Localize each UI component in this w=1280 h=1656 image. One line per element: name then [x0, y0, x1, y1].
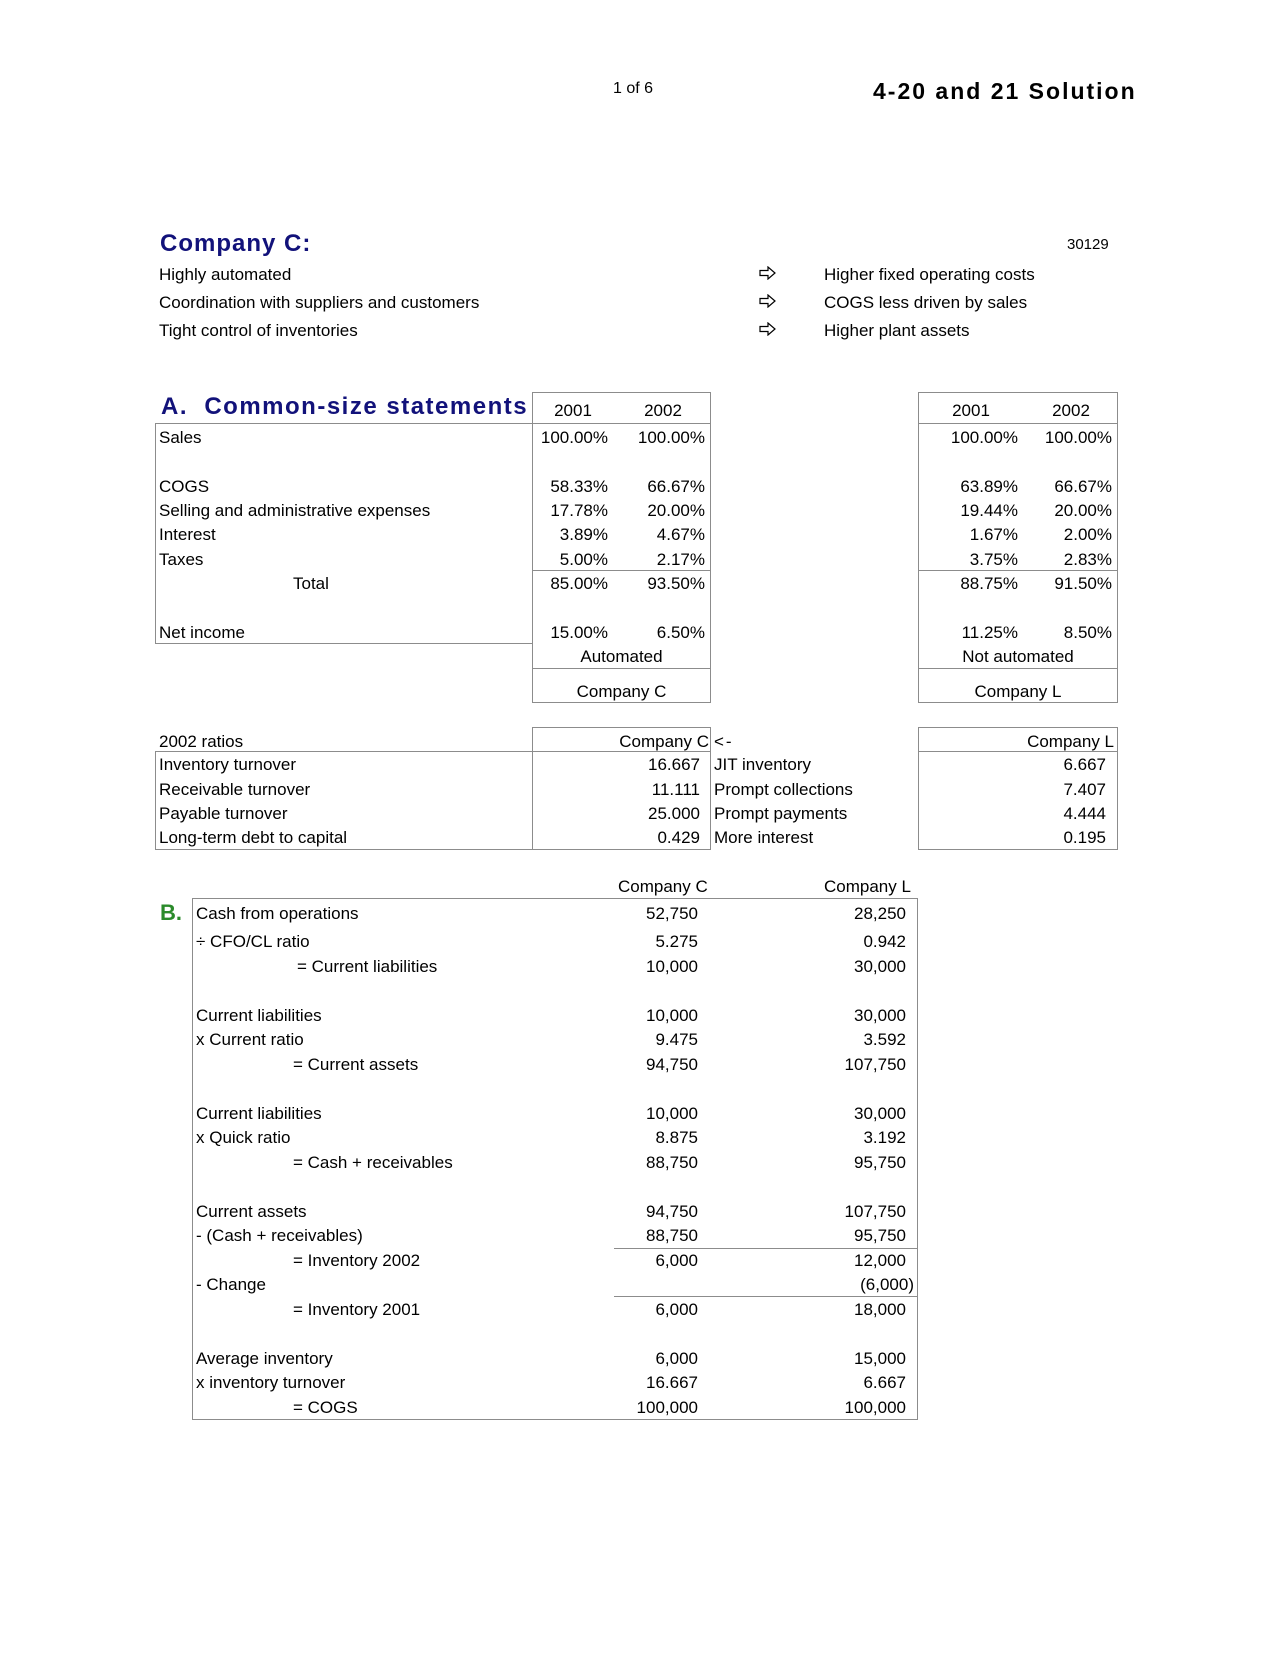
section-b-head-c: Company C	[618, 877, 708, 896]
ratio-c-value: 25.000	[648, 804, 700, 823]
value-cell: 6.50%	[656, 623, 705, 642]
document-title: 4-20 and 21 Solution	[873, 78, 1137, 104]
ratios-arrow-text: <-	[714, 732, 734, 751]
value-cell: 11.25%	[961, 623, 1018, 642]
value-cell: 17.78%	[550, 501, 608, 520]
divider	[532, 423, 711, 424]
page-number: 1 of 6	[613, 80, 654, 97]
company-c-note: Automated	[580, 647, 663, 666]
calc-label: - (Cash + receivables)	[196, 1226, 363, 1245]
section-b-title: B.	[160, 900, 182, 925]
section-b-head-l: Company L	[824, 877, 911, 896]
value-cell: 20.00%	[1054, 501, 1112, 520]
divider	[918, 668, 1118, 669]
year-header: 2001	[554, 401, 592, 420]
calc-l-value: 30,000	[854, 957, 906, 976]
calc-label: ÷ CFO/CL ratio	[196, 932, 310, 951]
calc-c-value: 94,750	[646, 1202, 698, 1221]
year-header: 2001	[952, 401, 990, 420]
calc-label: Current assets	[196, 1202, 307, 1221]
company-c-label: Company C	[576, 682, 667, 701]
row-label: Sales	[159, 428, 202, 447]
value-cell: 5.00%	[559, 550, 608, 569]
calc-l-value: 30,000	[854, 1006, 906, 1025]
calc-label: Average inventory	[196, 1349, 333, 1368]
calc-c-value: 10,000	[646, 957, 698, 976]
calc-c-value: 94,750	[646, 1055, 698, 1074]
value-cell: 2.17%	[656, 550, 705, 569]
calc-c-value: 88,750	[646, 1153, 698, 1172]
row-label: Total	[293, 574, 329, 593]
value-cell: 8.50%	[1063, 623, 1112, 642]
value-cell: 19.44%	[960, 501, 1018, 520]
company-title: Company C:	[160, 230, 312, 257]
value-cell: 2.00%	[1063, 525, 1112, 544]
ratio-label: Payable turnover	[159, 804, 288, 823]
ratio-c-value: 16.667	[648, 755, 700, 774]
calc-c-value: 100,000	[636, 1398, 698, 1417]
intro-line-left: Highly automated	[159, 265, 292, 284]
calc-label: x Current ratio	[196, 1030, 304, 1049]
calc-l-value: 3.192	[863, 1128, 906, 1147]
value-cell: 88.75%	[960, 574, 1018, 593]
calc-c-value: 16.667	[646, 1373, 698, 1392]
divider	[614, 1296, 918, 1297]
intro-line-right: Higher plant assets	[824, 321, 970, 340]
value-cell: 100.00%	[540, 428, 608, 447]
row-label: Net income	[159, 623, 245, 642]
calc-label: = Inventory 2001	[293, 1300, 421, 1319]
intro-line-left: Coordination with suppliers and customers	[159, 293, 480, 312]
calc-c-value: 52,750	[646, 904, 698, 923]
value-cell: 1.67%	[969, 525, 1018, 544]
calc-label: - Change	[196, 1275, 266, 1294]
calc-l-value: 107,750	[844, 1055, 906, 1074]
calc-l-value: 28,250	[854, 904, 906, 923]
ratio-label: Inventory turnover	[159, 755, 297, 774]
ratio-note: Prompt payments	[714, 804, 848, 823]
divider	[532, 570, 711, 571]
row-label: Taxes	[159, 550, 204, 569]
company-l-label: Company L	[974, 682, 1062, 701]
ratio-l-value: 6.667	[1063, 755, 1106, 774]
ratio-note: More interest	[714, 828, 814, 847]
value-cell: 15.00%	[550, 623, 608, 642]
calc-label: = Inventory 2002	[293, 1251, 421, 1270]
calc-l-value: 12,000	[854, 1251, 906, 1270]
ratio-label: Receivable turnover	[159, 780, 311, 799]
year-header: 2002	[644, 401, 682, 420]
divider	[918, 423, 1118, 424]
value-cell: 100.00%	[950, 428, 1018, 447]
calc-l-value: (6,000)	[860, 1275, 914, 1294]
calc-l-value: 0.942	[863, 932, 906, 951]
calc-label: Current liabilities	[196, 1104, 322, 1123]
ratio-note: JIT inventory	[714, 755, 812, 774]
calc-l-value: 95,750	[854, 1226, 906, 1245]
calc-l-value: 100,000	[844, 1398, 906, 1417]
ratios-company-l-head: Company L	[1027, 732, 1114, 751]
ratios-title: 2002 ratios	[159, 732, 244, 751]
calc-l-value: 107,750	[844, 1202, 906, 1221]
calc-label: Cash from operations	[196, 904, 359, 923]
calc-label: = Cash + receivables	[293, 1153, 453, 1172]
ratio-note: Prompt collections	[714, 780, 853, 799]
value-cell: 66.67%	[647, 477, 705, 496]
intro-line-left: Tight control of inventories	[159, 321, 358, 340]
company-l-note: Not automated	[962, 647, 1074, 666]
ratio-l-value: 4.444	[1063, 804, 1106, 823]
calc-l-value: 95,750	[854, 1153, 906, 1172]
calc-c-value: 9.475	[655, 1030, 698, 1049]
value-cell: 100.00%	[637, 428, 705, 447]
calc-label: = Current liabilities	[297, 957, 438, 976]
calc-c-value: 6,000	[655, 1251, 698, 1270]
calc-l-value: 18,000	[854, 1300, 906, 1319]
section-a-title: A. Common-size statements	[161, 393, 529, 420]
value-cell: 63.89%	[960, 477, 1018, 496]
value-cell: 93.50%	[647, 574, 705, 593]
calc-c-value: 10,000	[646, 1006, 698, 1025]
value-cell: 91.50%	[1054, 574, 1112, 593]
ratio-l-value: 0.195	[1063, 828, 1106, 847]
ratios-company-c-head: Company C	[619, 732, 709, 751]
intro-line-right: COGS less driven by sales	[824, 293, 1028, 312]
divider	[614, 1248, 918, 1249]
calc-label: = COGS	[293, 1398, 358, 1417]
calc-c-value: 6,000	[655, 1300, 698, 1319]
arrow-right-outline-icon	[759, 294, 776, 308]
calc-c-value: 8.875	[655, 1128, 698, 1147]
document-code: 30129	[1067, 236, 1109, 253]
calc-label: x inventory turnover	[196, 1373, 346, 1392]
calc-l-value: 6.667	[863, 1373, 906, 1392]
value-cell: 3.89%	[559, 525, 608, 544]
ratio-label: Long-term debt to capital	[159, 828, 348, 847]
row-label: Selling and administrative expenses	[159, 501, 431, 520]
intro-line-right: Higher fixed operating costs	[824, 265, 1035, 284]
value-cell: 4.67%	[656, 525, 705, 544]
calc-label: = Current assets	[293, 1055, 419, 1074]
row-label: Interest	[159, 525, 216, 544]
row-label: COGS	[159, 477, 210, 496]
calc-c-value: 5.275	[655, 932, 698, 951]
ratio-l-value: 7.407	[1063, 780, 1106, 799]
value-cell: 3.75%	[969, 550, 1018, 569]
value-cell: 66.67%	[1054, 477, 1112, 496]
calc-l-value: 15,000	[854, 1349, 906, 1368]
value-cell: 58.33%	[550, 477, 608, 496]
calc-label: x Quick ratio	[196, 1128, 291, 1147]
ratio-c-value: 0.429	[657, 828, 700, 847]
value-cell: 20.00%	[647, 501, 705, 520]
divider	[918, 570, 1118, 571]
calc-c-value: 10,000	[646, 1104, 698, 1123]
value-cell: 2.83%	[1063, 550, 1112, 569]
calc-c-value: 88,750	[646, 1226, 698, 1245]
arrow-right-outline-icon	[759, 266, 776, 280]
calc-l-value: 30,000	[854, 1104, 906, 1123]
ratio-c-value: 11.111	[651, 780, 700, 799]
year-header: 2002	[1052, 401, 1090, 420]
value-cell: 100.00%	[1044, 428, 1112, 447]
calc-l-value: 3.592	[863, 1030, 906, 1049]
value-cell: 85.00%	[550, 574, 608, 593]
calc-c-value: 6,000	[655, 1349, 698, 1368]
divider	[532, 668, 711, 669]
arrow-right-outline-icon	[759, 322, 776, 336]
calc-label: Current liabilities	[196, 1006, 322, 1025]
